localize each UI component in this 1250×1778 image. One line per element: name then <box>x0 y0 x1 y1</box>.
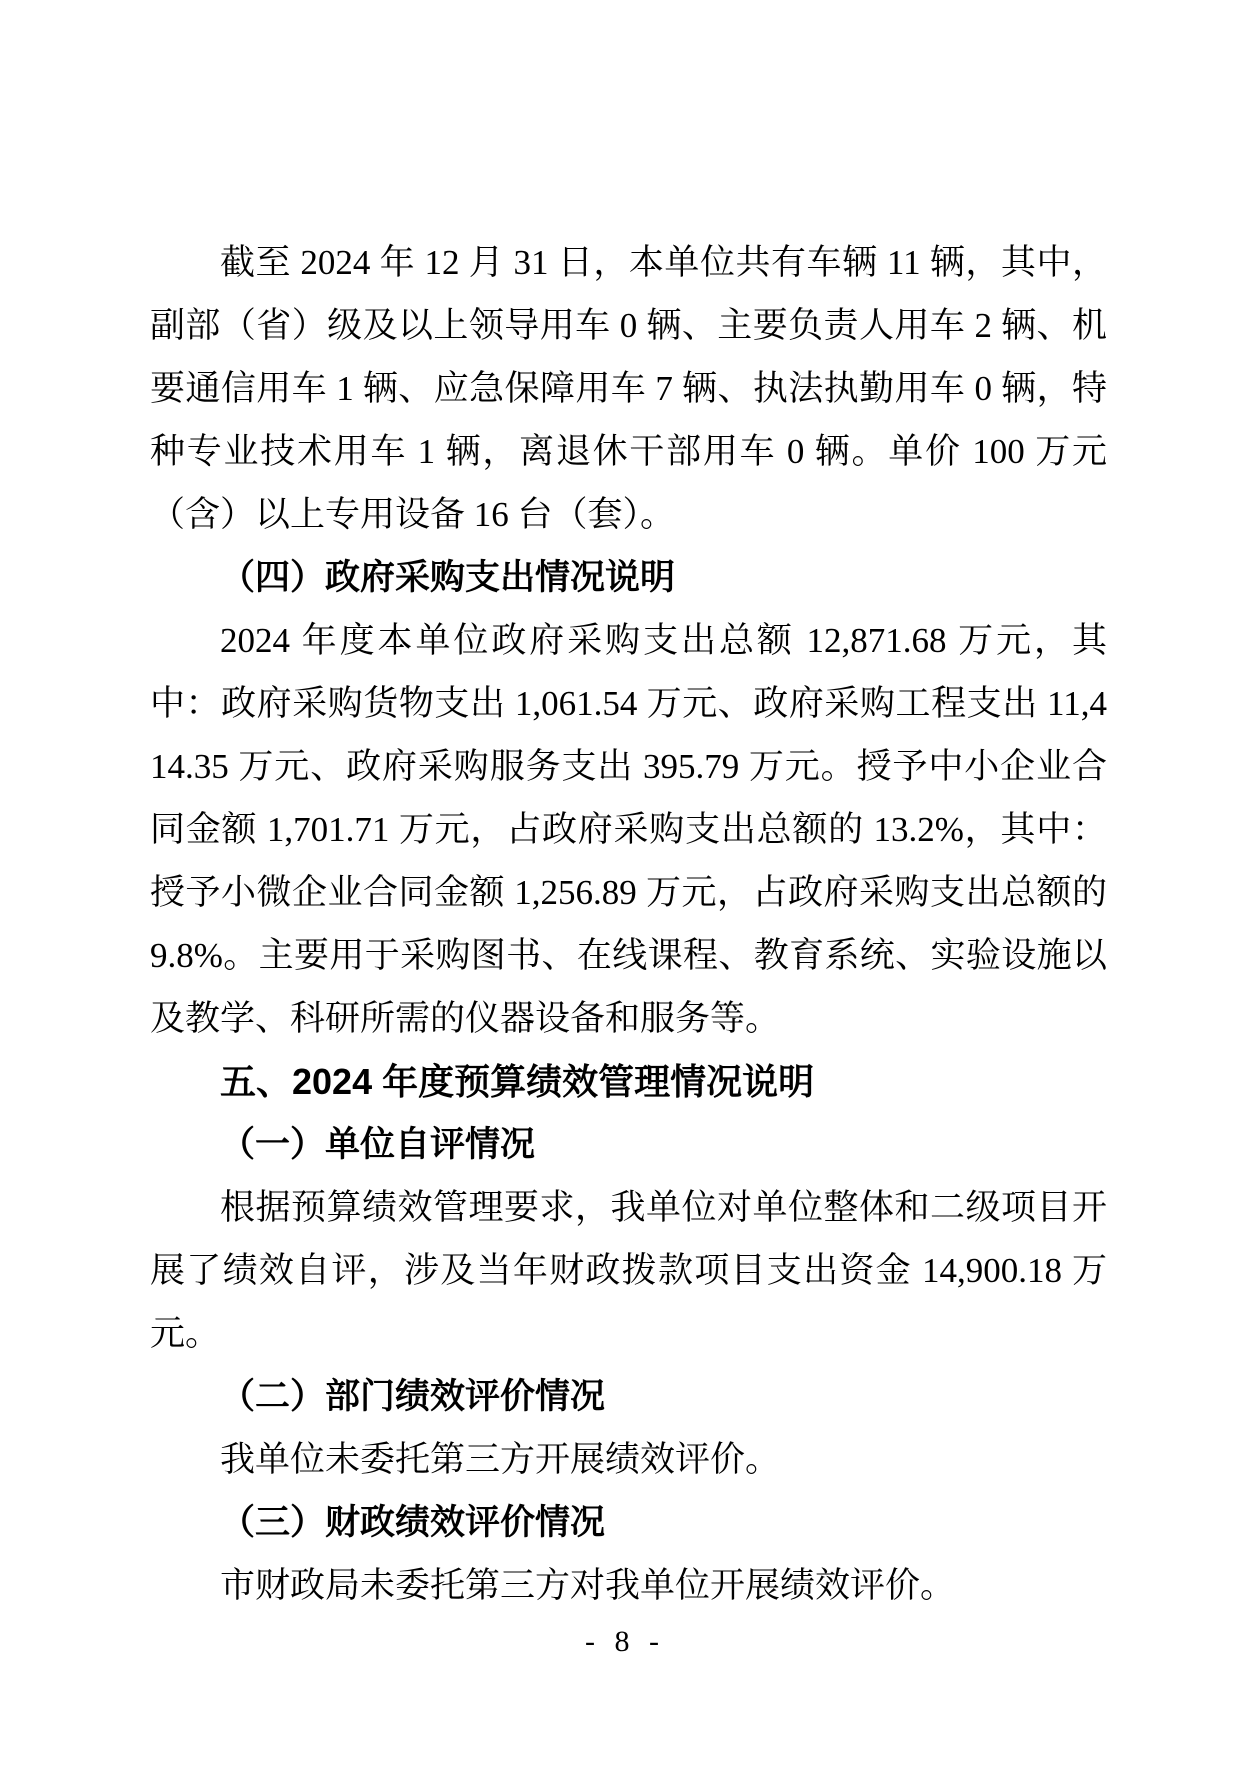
page-content <box>150 231 1107 1617</box>
heading-5-2-department-evaluation: （二）部门绩效评价情况 <box>220 1377 606 1416</box>
page-number: - 8 - <box>585 1625 665 1658</box>
heading-section-4-procurement: （四）政府采购支出情况说明 <box>220 558 676 597</box>
paragraph-procurement-detail: 2024 年度本单位政府采购支出总额 12,871.68 万元，其中：政府采购货物支出 1,061.54 万元、政府采购工程支出 11,414.35 万元、政府采购服务支出 395.79 万元。授予中小企业合同金额 1,701.71 万元，占政府采购支出总额的 13.2%，其中：授予小微企业合同金额 1,256.89 万元，占政府采购支出总额的 9.8%。主要用于采购图书、在线课程、教育系统、实验设施以及教学、科研所需的仪器设备和服务等。 <box>150 621 1107 1038</box>
paragraph-finance-evaluation: 市财政局未委托第三方对我单位开展绩效评价。 <box>220 1566 956 1605</box>
paragraph-vehicle-summary: 截至 2024 年 12 月 31 日，本单位共有车辆 11 辆，其中，副部（省）级及以上领导用车 0 辆、主要负责人用车 2 辆、机要通信用车 1 辆、应急保障用车 7 辆、执法执勤用车 0 辆，特种专业技术用车 1 辆，离退休干部用车 0 辆。单价 100 万元（含）以上专用设备 16 台（套）。 <box>150 243 1107 534</box>
heading-section-5-performance: 五、2024 年度预算绩效管理情况说明 <box>220 1061 815 1102</box>
paragraph-self-evaluation: 根据预算绩效管理要求，我单位对单位整体和二级项目开展了绩效自评，涉及当年财政拨款项目支出资金 14,900.18 万元。 <box>150 1188 1107 1353</box>
heading-5-1-self-evaluation: （一）单位自评情况 <box>220 1125 536 1164</box>
paragraph-department-evaluation: 我单位未委托第三方开展绩效评价。 <box>220 1440 781 1479</box>
heading-5-3-finance-evaluation: （三）财政绩效评价情况 <box>220 1503 606 1542</box>
